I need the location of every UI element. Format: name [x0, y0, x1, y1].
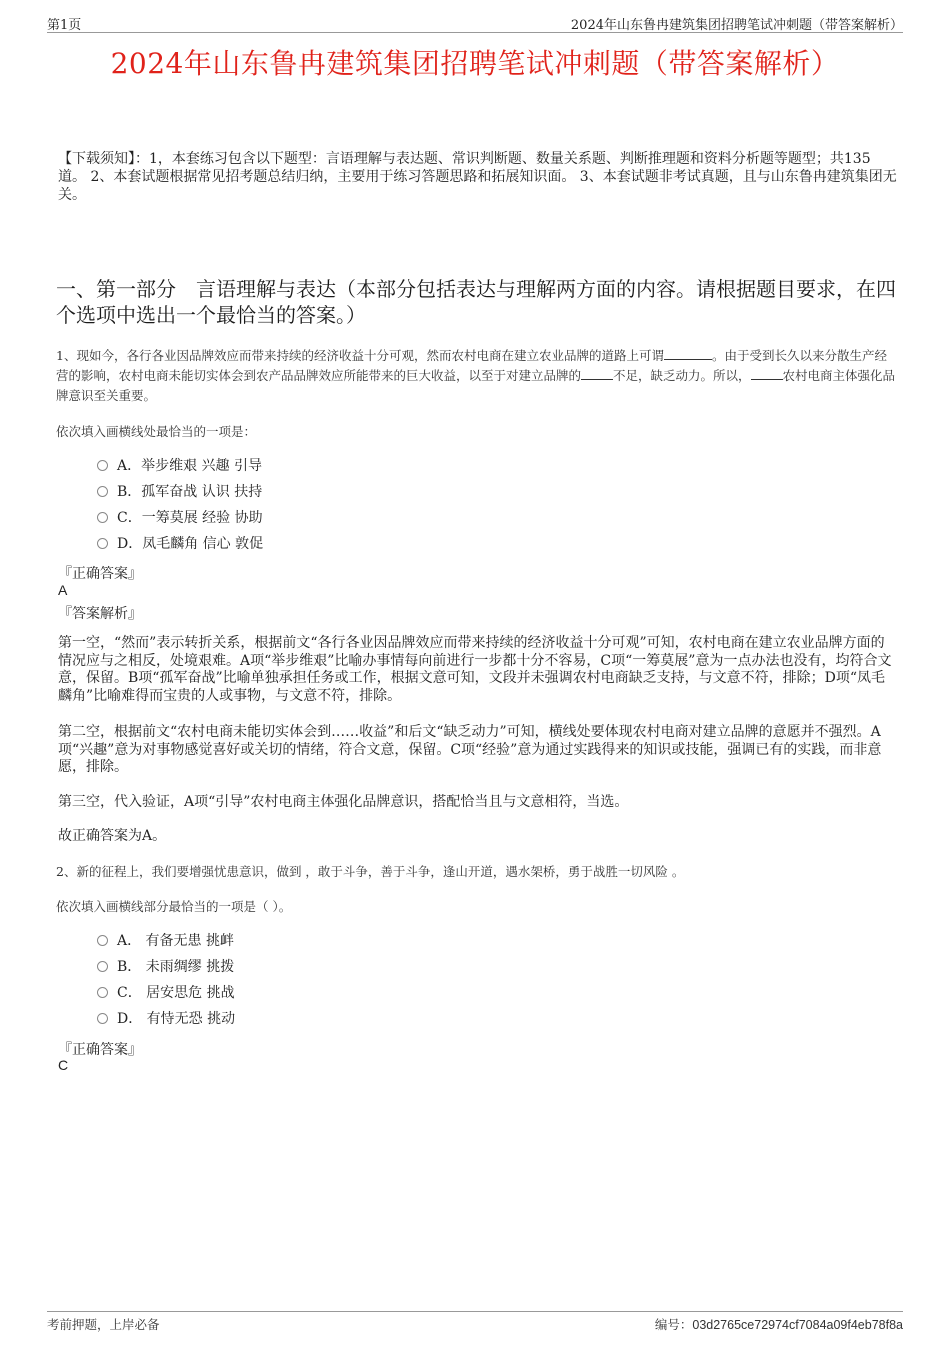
q1-analysis-paragraph-1: 第一空，“然而”表示转折关系，根据前文“各行各业因品牌效应而带来持续的经济收益十分可观”可知，农村电商在建立农业品牌方面的情况应与之相反，处境艰难。A项“举步维艰”比喻办事情每向前进行一步都十分不容易，C项“一筹莫展”意为一点办法也没有，均符合文意，保留。B项“孤军奋战”比喻单独承担任务或工作，根据文意可知，文段并未强调农村电商缺乏支持，与文意不符，排除；D项“凤毛麟角”比喻难得而宝贵的人或事物，与文意不符，排除。 [58, 635, 892, 704]
q1-text-part3: 不足，缺乏动力。所以， [613, 368, 751, 383]
question-1-text [56, 346, 896, 406]
radio-icon[interactable] [97, 460, 108, 471]
page-number: 第1页 [47, 18, 82, 33]
footer-code [655, 1315, 903, 1333]
q1-analysis-paragraph-4: 故正确答案为A。 [58, 828, 167, 844]
q1-option-d[interactable] [97, 535, 263, 553]
document-title: 2024年山东鲁冉建筑集团招聘笔试冲刺题（带答案解析） [110, 47, 840, 80]
q2-option-a[interactable] [97, 932, 234, 950]
q1-option-a[interactable] [97, 457, 262, 475]
q1-blank-3 [751, 367, 783, 380]
page-footer [47, 1311, 903, 1332]
question-2-text: 2、新的征程上，我们要增强忧患意识，做到 ，敢于斗争，善于斗争，逢山开道，遇水架桥，勇于战胜一切风险 。 [56, 864, 685, 879]
q2-option-c[interactable] [97, 984, 235, 1002]
q1-option-a-label: A．举步维艰 兴趣 引导 [117, 458, 263, 474]
q1-blank-2 [581, 367, 613, 380]
q2-option-c-label: C． 居安思危 挑战 [117, 985, 235, 1001]
radio-icon[interactable] [97, 538, 108, 549]
page-header [47, 14, 903, 33]
q1-answer: A [58, 582, 68, 598]
section-heading: 一、第一部分 言语理解与表达（本部分包括表达与理解两方面的内容。请根据题目要求，在四个选项中选出一个最恰当的答案。） [56, 277, 896, 327]
q1-analysis-paragraph-3: 第三空，代入验证，A项“引导”农村电商主体强化品牌意识，搭配恰当且与文意相符，当选。 [58, 794, 629, 810]
radio-icon[interactable] [97, 961, 108, 972]
q1-text-part1: 1、现如今，各行各业因品牌效应而带来持续的经济收益十分可观，然而农村电商在建立农业品牌的道路上可谓 [56, 348, 664, 363]
q2-prompt: 依次填入画横线部分最恰当的一项是（ ）。 [56, 899, 292, 914]
q1-analysis-label: 『答案解析』 [58, 606, 142, 622]
q1-analysis-paragraph-2: 第二空，根据前文“农村电商未能切实体会到……收益”和后文“缺乏动力”可知，横线处要体现农村电商对建立品牌的意愿并不强烈。A项“兴趣”意为对事物感觉喜好或关切的情绪，符合文意，保留。C项“经验”意为通过实践得来的知识或技能，强调已有的实践，而非意愿，排除。 [58, 724, 882, 775]
q1-option-b[interactable] [97, 483, 262, 501]
q2-option-b-label: B． 未雨绸缪 挑拨 [117, 959, 235, 975]
q1-prompt: 依次填入画横线处最恰当的一项是： [56, 424, 257, 439]
q1-option-c[interactable] [97, 509, 263, 527]
radio-icon[interactable] [97, 987, 108, 998]
q1-text-part4: 农村电商主体强化品牌意识至关重要。 [56, 368, 896, 403]
header-doc-title: 2024年山东鲁冉建筑集团招聘笔试冲刺题（带答案解析） [570, 18, 903, 33]
footer-code-value: 03d2765ce72974cf7084a09f4eb78f8a [692, 1318, 903, 1332]
radio-icon[interactable] [97, 935, 108, 946]
q2-option-b[interactable] [97, 958, 234, 976]
q2-option-a-label: A． 有备无患 挑衅 [117, 933, 235, 949]
footer-slogan: 考前押题，上岸必备 [47, 1317, 160, 1332]
q1-option-b-label: B．孤军奋战 认识 扶持 [117, 484, 263, 500]
q1-answer-label: 『正确答案』 [58, 566, 142, 582]
q1-option-d-label: D．凤毛麟角 信心 敦促 [117, 536, 264, 552]
download-notice: 【下载须知】：1，本套练习包含以下题型：言语理解与表达题、常识判断题、数量关系题、判断推理题和资料分析题等题型；共135道。 2、本套试题根据常见招考题总结归纳，主要用于练习答题思路和拓展知识面。 3、本套试题非考试真题，且与山东鲁冉建筑集团无关。 [58, 151, 897, 203]
q1-text-part2: 。由于受到长久以来分散生产经营的影响，农村电商未能切实体会到农产品品牌效应所能带来的巨大收益，以至于对建立品牌的 [56, 348, 887, 383]
radio-icon[interactable] [97, 512, 108, 523]
q2-answer: C [58, 1057, 69, 1073]
q1-blank-1 [664, 347, 712, 360]
q2-option-d-label: D． 有恃无恐 挑动 [117, 1011, 236, 1027]
q1-option-c-label: C．一筹莫展 经验 协助 [117, 510, 263, 526]
radio-icon[interactable] [97, 1013, 108, 1024]
q2-option-d[interactable] [97, 1010, 235, 1028]
footer-code-label: 编号： [654, 1317, 693, 1332]
radio-icon[interactable] [97, 486, 108, 497]
q2-answer-label: 『正确答案』 [58, 1042, 142, 1058]
